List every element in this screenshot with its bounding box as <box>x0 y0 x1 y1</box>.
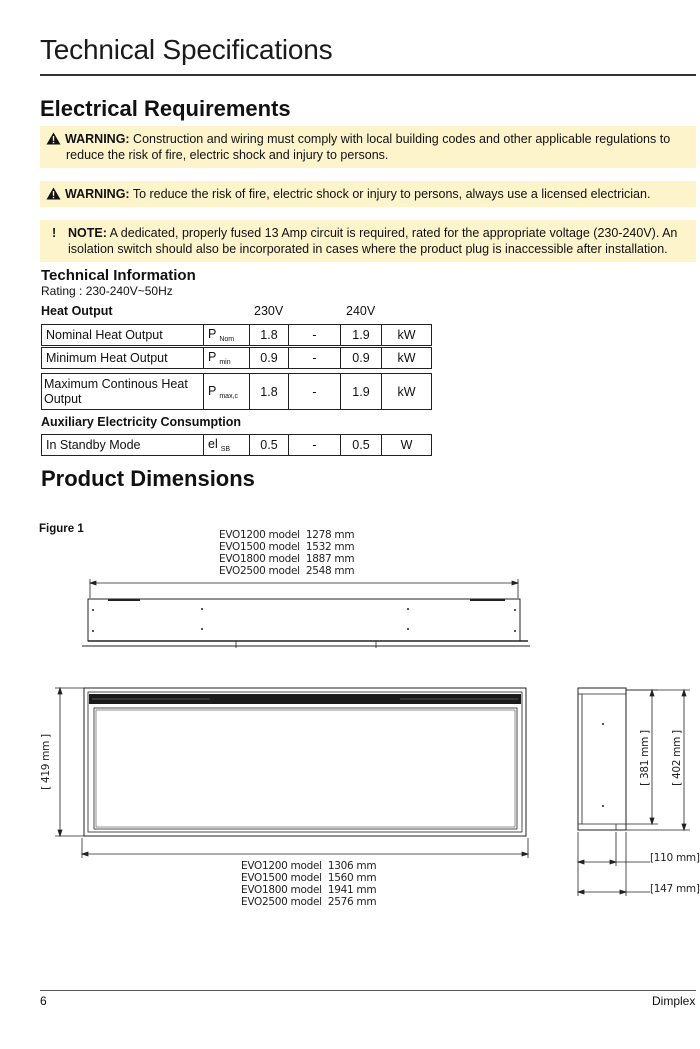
heat-output-table <box>41 324 432 346</box>
row-label: Maximum Continous Heat Output <box>42 374 204 410</box>
product-dimensions-heading: Product Dimensions <box>41 466 255 491</box>
symbol-cell: P $_{max,c}$ <box>204 374 250 410</box>
auxiliary-table <box>41 434 432 456</box>
note-exclamation-icon: ! <box>52 226 57 240</box>
warning-text: Construction and wiring must comply with local building codes and other applicable regulations to <box>129 132 671 146</box>
rating-text: Rating : 230-240V~50Hz <box>41 284 173 298</box>
note-box <box>40 220 696 262</box>
table-row <box>42 374 432 410</box>
symbol-cell: P $_{min}$ <box>204 348 250 369</box>
heat-output-table <box>41 347 432 369</box>
unit-cell: kW <box>382 348 432 369</box>
depth-147-label: [147 mm] <box>650 883 700 895</box>
figure-label: Figure 1 <box>39 523 84 535</box>
value-240: 1.9 <box>341 374 382 410</box>
width-line: EVO1800 model 1887 mm <box>219 553 355 565</box>
table-row <box>42 348 432 369</box>
value-240: 0.5 <box>341 435 382 456</box>
col-240v: 240V <box>346 304 376 318</box>
unit-cell: W <box>382 435 432 456</box>
note-label: NOTE: <box>68 226 107 240</box>
title-divider <box>40 74 696 76</box>
warning-triangle-icon <box>46 132 61 145</box>
width-line: EVO1800 model 1941 mm <box>241 884 377 896</box>
value-230: 1.8 <box>250 374 289 410</box>
width-line: EVO1200 model 1306 mm <box>241 860 377 872</box>
width-line: EVO1500 model 1560 mm <box>241 872 377 884</box>
symbol-cell: el $_{SB}$ <box>204 435 250 456</box>
auxiliary-consumption-label: Auxiliary Electricity Consumption <box>41 415 242 429</box>
brand-name: Dimplex <box>652 994 696 1008</box>
col-230v: 230V <box>254 304 284 318</box>
warning-text: To reduce the risk of fire, electric shock or injury to persons, always use a licensed electrician. <box>129 187 651 201</box>
unit-cell: kW <box>382 374 432 410</box>
dash-cell: - <box>289 348 341 369</box>
dimension-drawing <box>0 570 700 990</box>
page-number: 6 <box>40 994 47 1008</box>
warning-label: WARNING: <box>65 187 130 201</box>
symbol-cell: P $_{Nom}$ <box>204 325 250 346</box>
warning-box-1 <box>40 126 696 168</box>
width-line: EVO2500 model 2548 mm <box>219 565 355 577</box>
heat-output-table <box>41 373 432 410</box>
bottom-width-list <box>241 860 376 908</box>
dash-cell: - <box>289 325 341 346</box>
width-line: EVO1500 model 1532 mm <box>219 541 355 553</box>
row-label: Minimum Heat Output <box>42 348 204 369</box>
technical-information-heading: Technical Information <box>41 267 196 284</box>
warning-label: WARNING: <box>65 132 130 146</box>
dash-cell: - <box>289 435 341 456</box>
warning-triangle-icon <box>46 187 61 200</box>
width-line: EVO1200 model 1278 mm <box>219 529 355 541</box>
page-title: Technical Specifications <box>40 34 333 65</box>
heat-output-label: Heat Output <box>41 304 113 318</box>
row-label: In Standby Mode <box>42 435 204 456</box>
value-230: 0.5 <box>250 435 289 456</box>
value-230: 1.8 <box>250 325 289 346</box>
value-240: 1.9 <box>341 325 382 346</box>
electrical-requirements-heading: Electrical Requirements <box>40 96 291 121</box>
footer-divider <box>40 990 696 991</box>
depth-110-label: [110 mm] <box>650 852 700 864</box>
note-text: A dedicated, properly fused 13 Amp circuit is required, rated for the appropriate voltage (230-240V). An <box>106 226 678 240</box>
warning-box-2 <box>40 181 696 207</box>
table-row <box>42 325 432 346</box>
side-inner-height-label: [ 381 mm ] <box>638 730 651 786</box>
value-230: 0.9 <box>250 348 289 369</box>
dash-cell: - <box>289 374 341 410</box>
table-row <box>42 435 432 456</box>
note-text-cont: isolation switch should also be incorporated in cases where the product plug is inaccessible after installation. <box>68 242 668 256</box>
warning-text-cont: reduce the risk of fire, electric shock and injury to persons. <box>66 148 389 162</box>
side-outer-height-label: [ 402 mm ] <box>670 730 683 786</box>
value-240: 0.9 <box>341 348 382 369</box>
row-label: Nominal Heat Output <box>42 325 204 346</box>
unit-cell: kW <box>382 325 432 346</box>
front-height-label: [ 419 mm ] <box>39 734 52 790</box>
width-line: EVO2500 model 2576 mm <box>241 896 377 908</box>
